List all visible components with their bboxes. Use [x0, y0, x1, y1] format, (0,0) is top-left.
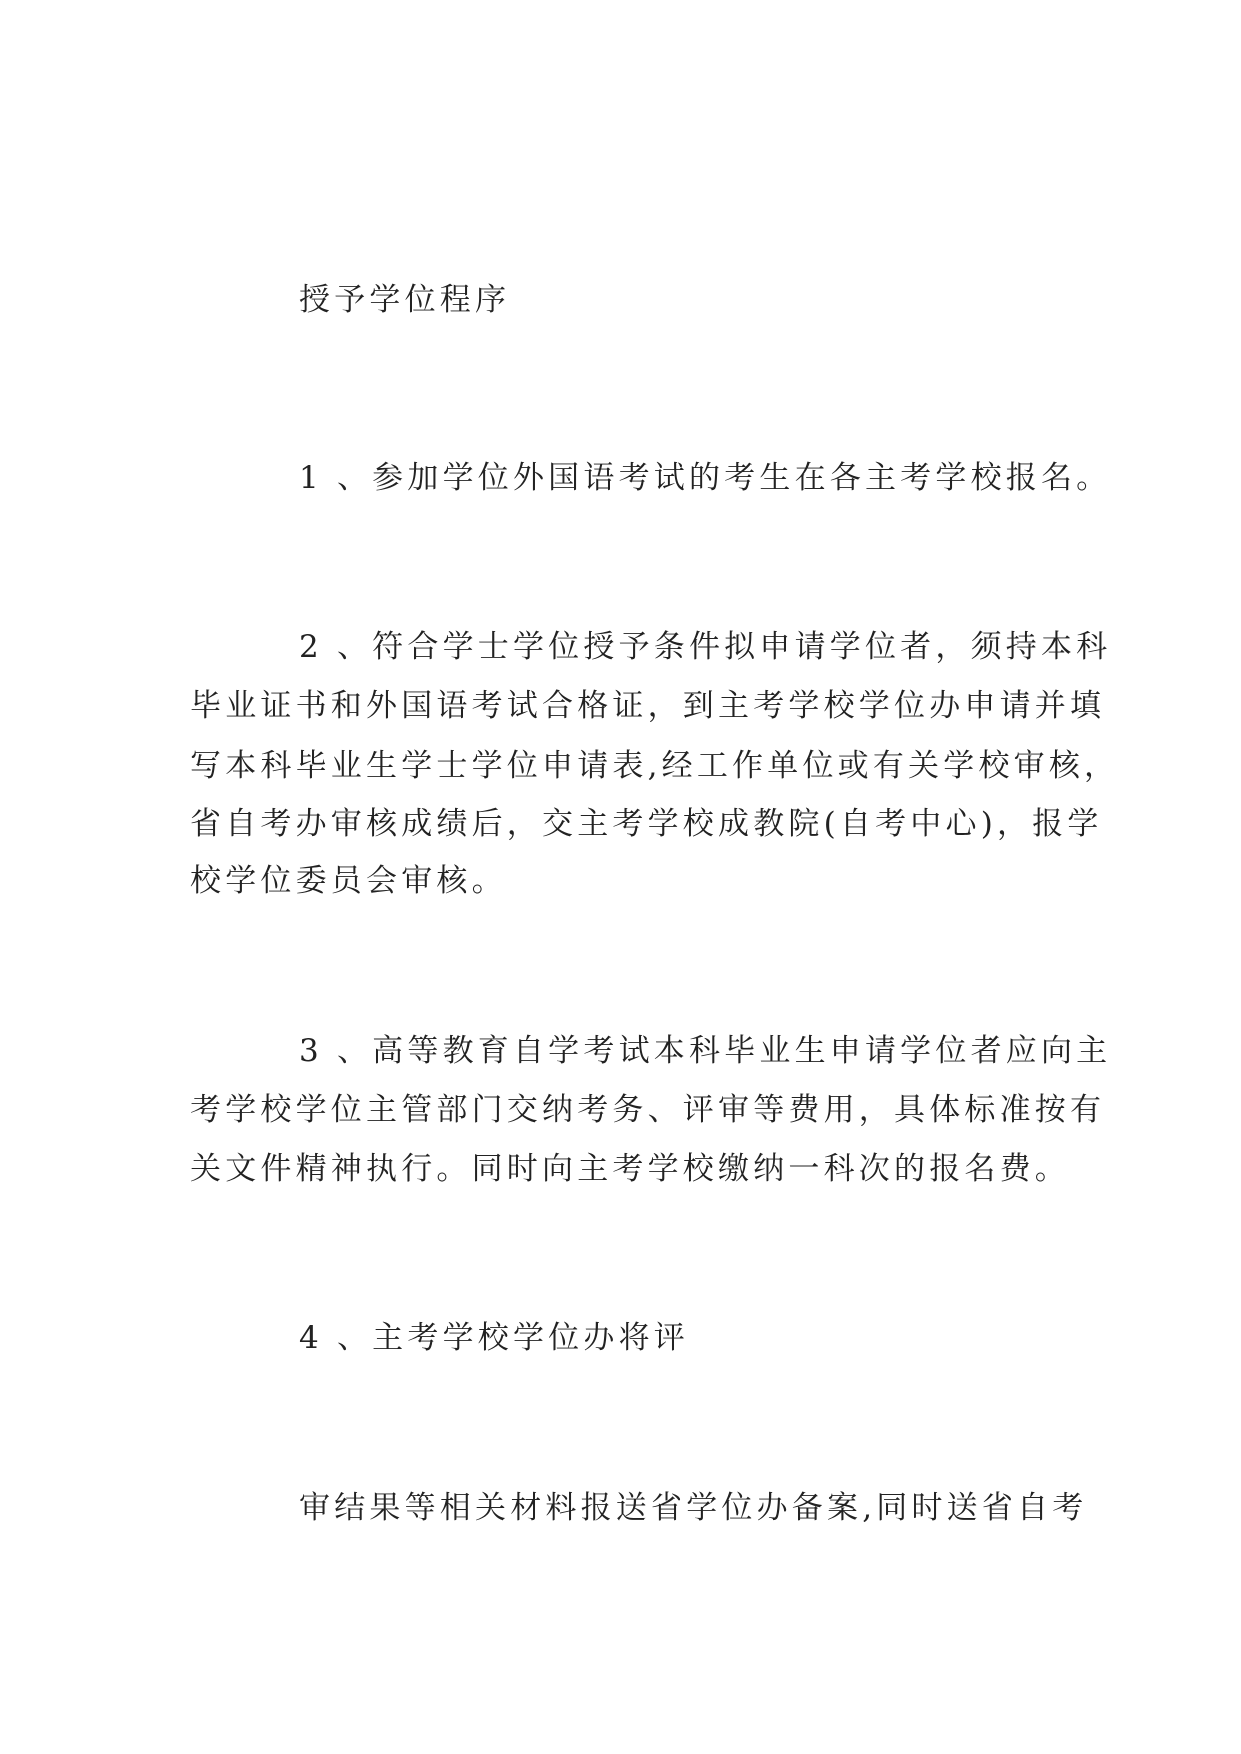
paragraph-2-line-3: 写本科毕业生学士学位申请表,经工作单位或有关学校审核，: [190, 748, 1120, 784]
paragraph-4-line-1: 4 、主考学校学位办将评: [299, 1320, 689, 1356]
paragraph-2-line-4: 省自考办审核成绩后，交主考学校成教院(自考中心)，报学: [190, 806, 1103, 842]
paragraph-3-line-3: 关文件精神执行。同时向主考学校缴纳一科次的报名费。: [190, 1151, 1070, 1187]
paragraph-3-line-1: 3 、高等教育自学考试本科毕业生申请学位者应向主: [299, 1033, 1112, 1069]
paragraph-2-line-5: 校学位委员会审核。: [190, 863, 507, 899]
paragraph-2-line-2: 毕业证书和外国语考试合格证，到主考学校学位办申请并填: [190, 688, 1106, 724]
paragraph-5-line-1: 审结果等相关材料报送省学位办备案,同时送省自考: [299, 1490, 1088, 1526]
document-title: 授予学位程序: [299, 282, 511, 318]
paragraph-1-line-1: 1 、参加学位外国语考试的考生在各主考学校报名。: [299, 460, 1112, 496]
paragraph-3-line-2: 考学校学位主管部门交纳考务、评审等费用，具体标准按有: [190, 1092, 1106, 1128]
paragraph-2-line-1: 2 、符合学士学位授予条件拟申请学位者，须持本科: [299, 629, 1112, 665]
